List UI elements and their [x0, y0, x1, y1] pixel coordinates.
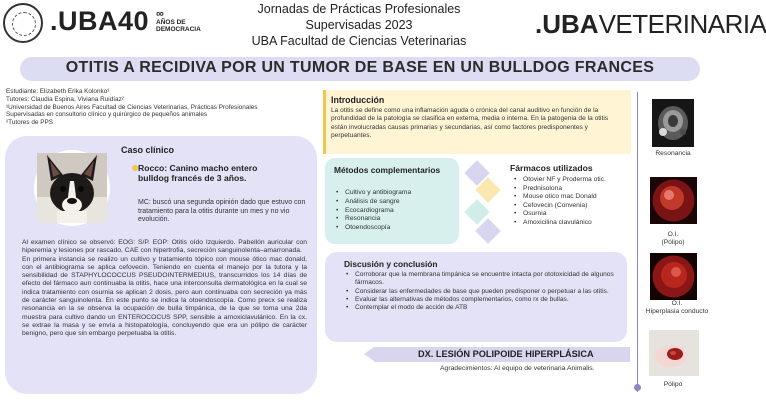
list-item: • Osurnia [514, 210, 630, 219]
university-seal-logo [3, 3, 43, 43]
uba40-logo-subtitle: ∞ AÑOS DE DEMOCRACIA [156, 8, 201, 33]
list-item: • Cefovecin (Convenia) [514, 202, 630, 211]
image-caption: Resonancia [655, 150, 691, 157]
list-item: • Evaluar las alternativas de métodos complementarios, como rx de bullas. [346, 296, 618, 304]
otoscopy-polyp-image [650, 177, 697, 224]
list-item: • Análisis de sangre [336, 198, 454, 207]
vertical-divider [637, 92, 638, 392]
list-item: • Prednisolona [514, 185, 630, 194]
poster-title: OTITIS A RECIDIVA POR UN TUMOR DE BASE EN UN BULLDOG FRANCES [65, 59, 655, 76]
discussion-list [346, 271, 618, 312]
event-header: Jornadas de Prácticas Profesionales Supervisadas 2023 UBA Facultad de Ciencias Veterinarias [251, 2, 467, 48]
image-caption: Pólipo [663, 381, 683, 388]
list-item: • Otovier NF y Proderma otic. [514, 176, 630, 185]
authors-block: Estudiante: Elizabeth Erika Kolonko¹ Tutores: Claudia Espina, Viviana Ruidíaz² ¹Universidad de Buenos Aires Facultad de Ciencias Veterinarias, Prácticas Profesionales Supervisadas en consultorio clínico y quirúrgico de pequeños animales ²Tutores de PPS [6, 88, 258, 127]
drugs-list [514, 176, 630, 228]
case-body-text [22, 239, 307, 339]
image-caption: O.I. Hiperplasia conducto [645, 300, 709, 315]
uba40-logo: .UBA40 [50, 6, 150, 36]
image-caption: O.I. (Pólipo) [661, 231, 685, 246]
divider-dot [634, 384, 641, 391]
mri-scan-image [652, 99, 694, 147]
diagnosis-text: DX. LESIÓN POLIPOIDE HIPERPLÁSICA [418, 349, 594, 359]
list-item: • Corroborar que la membrana timpánica se encuentre intacta por ototoxicidad de algunos fármacos. [346, 271, 618, 288]
drugs-title: Fármacos utilizados [510, 163, 593, 173]
list-item: • Otoendoscopía [336, 224, 454, 233]
case-paragraph: Al examen clínico se observó: EOG: S/P. EOP: Otitis oído Izquierdo. Pabellón auricular con hiperemia y lesiones por rascado, CAE con hipertrofia, secreción sanguinolenta–amarronada. [22, 239, 307, 255]
list-item: • Mouse otico mac Donald [514, 193, 630, 202]
otoscopy-hyperplasia-image [650, 253, 697, 300]
intro-text: La otitis se define como una inflamación aguda o crónica del canal auditivo en función de la profundidad de la patología se clasifica en externa, media o interna. En la patogenia de la otitis están involucradas causas primarias y secundarias, así como factores predisponentes y perpetuantes. [331, 107, 609, 139]
intro-title: Introducción [331, 95, 385, 105]
list-item: • Amoxicilina clavulánico [514, 219, 630, 228]
case-title: Caso clínico [121, 145, 175, 155]
list-item: • Cultivo y antibiograma [336, 189, 454, 198]
acknowledgements: Agradecimientos: Al equipo de veterinaria Animalis. [440, 365, 595, 372]
methods-title: Métodos complementarios [334, 165, 441, 175]
dog-photo [37, 153, 107, 223]
list-item: • Ecocardiograma [336, 207, 454, 216]
list-item: • Contemplar el modo de acción de ATB [346, 304, 618, 312]
list-item: • Resonancia [336, 215, 454, 224]
case-paragraph: En primera instancia se realizo un cultivo y tratamiento tópico con mouse ótico mac donald, con el antibiograma se aplica cefovecin. Teniendo en cuenta el manejo por la tutora y la sensibilidad de STAPHYLOCOCCUS PSEUDOINTERMEDIUS, transcurridos los 14 días de efecto del fármaco aun continuaba la otitis, hace una interconsulta dermatológica en la cual se indica tratamiento con osurnia se aplican 2 dosis, pero aun continuaba con secreción ya más de carácter sanguinolenta. En este punto se indica la otoendoscopía. Como precx se realiza resonancia en la se observa la ocupación de bulla timpánica, de la que se toma una 2da muestra para cultivo dando un ENTEROCOCUS SPP, sensible a amoxiclavulánico. En la cx. se extrae la masa y se envía a histopatología, concluyendo que era un pólipo de carácter benigno, pero que sin embargo perpetuaba la otitis. [22, 255, 307, 338]
list-item: • Considerar las enfermedades de base que pueden predisponer o perpetuar a las otitis. [346, 288, 618, 296]
polyp-specimen-image [649, 330, 699, 376]
patient-description: Rocco: Canino macho entero bulldog francés de 3 años. [138, 163, 258, 183]
chief-complaint: MC: buscó una segunda opinión dado que estuvo con tratamiento para la otitis durante un mes y no vio evolución. [138, 199, 306, 224]
methods-list [336, 189, 454, 233]
discussion-title: Discusión y conclusión [344, 259, 438, 269]
uba-veterinaria-logo: .UBAVETERINARIA [535, 9, 766, 39]
